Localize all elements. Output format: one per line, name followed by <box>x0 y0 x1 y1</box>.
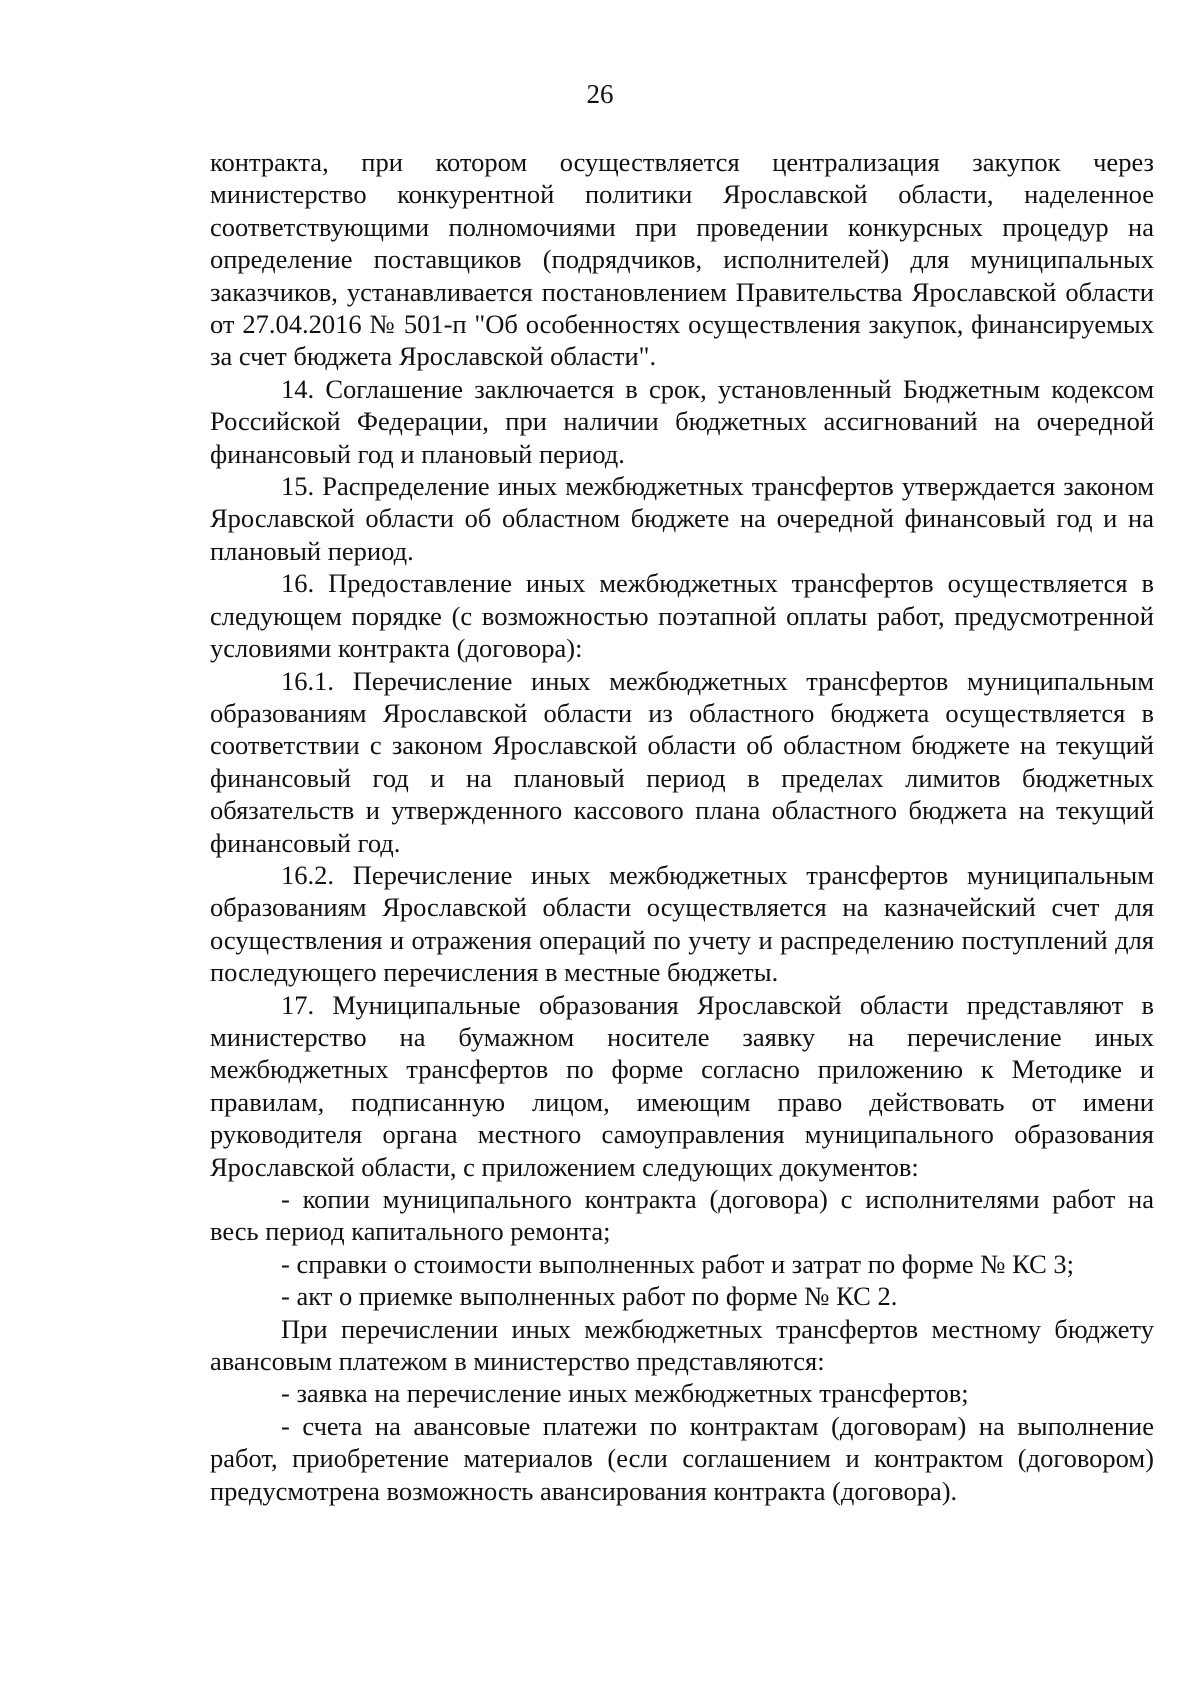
list-item-ks3: - справки о стоимости выполненных работ и затрат по форме № КС 3; <box>281 1248 1075 1279</box>
document-body <box>210 146 1154 1507</box>
list-item-contract-copies: - копии муниципального контракта (договора) с исполнителями работ на весь период капитального ремонта; <box>210 1184 1154 1247</box>
paragraph-item-16-2: 16.2. Перечисление иных межбюджетных трансфертов муниципальным образованиям Ярославской области осуществляется на казначейский счет для осуществления и отражения операций по учету и распределению поступлений для последующего перечисления в местные бюджеты. <box>210 859 1154 988</box>
paragraph-advance-payment: При перечислении иных межбюджетных трансфертов местному бюджету авансовым платежом в министерство представляются: <box>210 1313 1154 1377</box>
list-item-invoices: - счета на авансовые платежи по контрактам (договорам) на выполнение работ, приобретение материалов (если соглашением и контрактом (договором) предусмотрена возможность авансирования контракта (договора). <box>210 1410 1154 1506</box>
list-item-ks2: - акт о приемке выполненных работ по форме № КС 2. <box>281 1281 898 1312</box>
list-item-transfer-request: - заявка на перечисление иных межбюджетных трансфертов; <box>281 1378 969 1409</box>
page-number: 26 <box>586 79 614 109</box>
paragraph-item-17: 17. Муниципальные образования Ярославской области представляют в министерство на бумажном носителе заявку на перечисление иных межбюджетных трансфертов по форме согласно приложению к Методике и правилам, подписанную лицом, имеющим право действовать от имени руководителя органа местного самоуправления муниципального образования Ярославской области, с приложением следующих документов: <box>210 989 1154 1182</box>
paragraph-item-15: 15. Распределение иных межбюджетных трансфертов утверждается законом Ярославской области об областном бюджете на очередной финансовый год и на плановый период. <box>210 471 1154 566</box>
paragraph-continuation: контракта, при котором осуществляется централизация закупок через министерство конкурентной политики Ярославской области, наделенное соответствующими полномочиями при проведении конкурсных процедур на определение поставщиков (подрядчиков, исполнителей) для муниципальных заказчиков, устанавливается постановлением Правительства Ярославской области от 27.04.2016 № 501-п "Об особенностях осуществления закупок, финансируемых за счет бюджета Ярославской области". <box>210 147 1154 372</box>
paragraph-item-16-1: 16.1. Перечисление иных межбюджетных трансфертов муниципальным образованиям Ярославской области из областного бюджета осуществляется в соответствии с законом Ярославской области об областном бюджете на текущий финансовый год и на плановый период в пределах лимитов бюджетных обязательств и утвержденного кассового плана областного бюджета на текущий финансовый год. <box>210 665 1154 858</box>
paragraph-item-14: 14. Соглашение заключается в срок, установленный Бюджетным кодексом Российской Федерации, при наличии бюджетных ассигнований на очередной финансовый год и плановый период. <box>210 373 1154 469</box>
paragraph-item-16: 16. Предоставление иных межбюджетных трансфертов осуществляется в следующем порядке (с возможностью поэтапной оплаты работ, предусмотренной условиями контракта (договора): <box>210 568 1154 664</box>
